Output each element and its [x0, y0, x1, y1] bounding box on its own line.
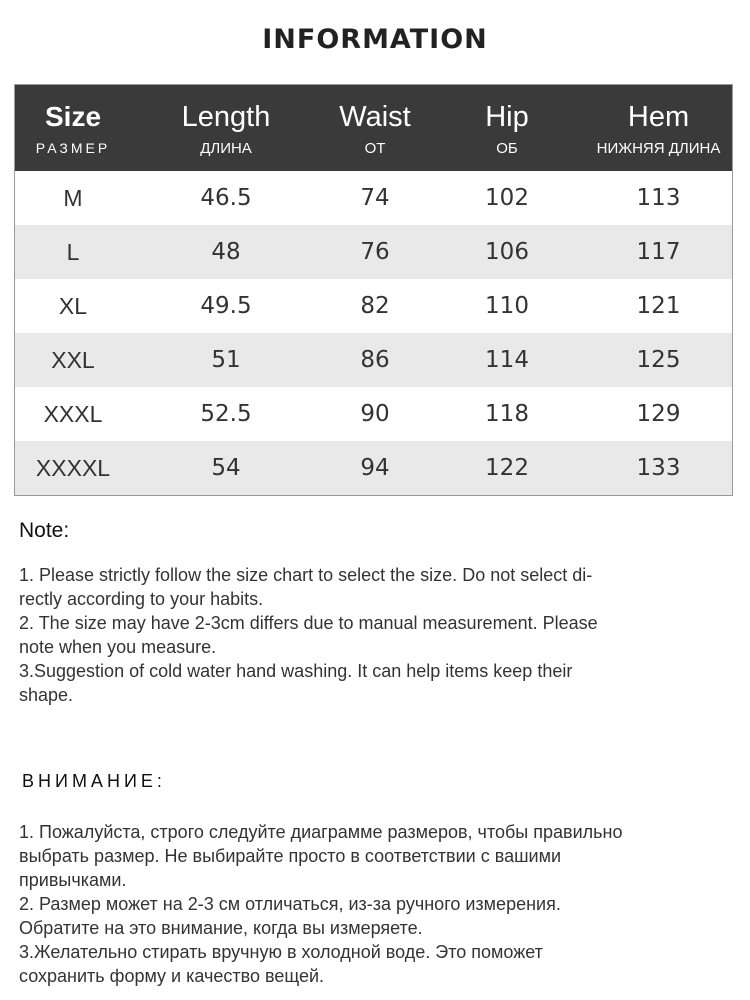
cell-hip: 122	[485, 455, 529, 481]
cell-hip: 114	[485, 347, 529, 373]
note-ru-line: 2. Размер может на 2-3 см отличаться, из-за ручного измерения.	[19, 894, 561, 914]
note-ru-line: 3.Желательно стирать вручную в холодной воде. Это поможет	[19, 942, 543, 962]
cell-length: 51	[211, 347, 241, 373]
cell-length: 48	[211, 239, 241, 265]
cell-waist: 90	[360, 401, 390, 427]
cell-waist: 82	[360, 293, 390, 319]
note-ru-line: 1. Пожалуйста, строго следуйте диаграмме размеров, чтобы правильно	[19, 822, 623, 842]
note-en-line: shape.	[19, 685, 74, 705]
cell-length: 54	[211, 455, 241, 481]
header-length-en: Length	[181, 100, 271, 133]
header-hip	[429, 85, 585, 171]
table-row	[15, 279, 732, 333]
header-size-en: Size	[44, 101, 102, 132]
note-en-line: 1. Please strictly follow the size chart to select the size. Do not select di-	[19, 565, 593, 585]
cell-hem: 129	[636, 401, 681, 427]
header-length-ru: ДЛИНА	[200, 139, 252, 157]
note-en-heading: Note:	[19, 519, 70, 542]
header-hip-en: Hip	[485, 100, 529, 133]
cell-hem: 113	[636, 185, 681, 211]
cell-hip: 106	[485, 239, 529, 265]
cell-hip: 110	[485, 293, 529, 319]
header-hem-ru: НИЖНЯЯ ДЛИНА	[596, 139, 721, 157]
note-en-section	[19, 519, 719, 707]
note-ru-line: привычками.	[19, 870, 127, 890]
cell-waist: 76	[360, 239, 390, 265]
table-row	[15, 387, 732, 441]
note-en-line: 3.Suggestion of cold water hand washing. It can help items keep their	[19, 661, 573, 681]
cell-hem: 121	[636, 293, 681, 319]
header-length	[131, 85, 321, 171]
note-en-line: 2. The size may have 2-3cm differs due to manual measurement. Please	[19, 613, 598, 633]
note-ru-section	[22, 771, 722, 792]
cell-size: M	[63, 184, 83, 211]
cell-size: XL	[58, 292, 88, 319]
cell-size: XXL	[51, 346, 95, 373]
table-row	[15, 333, 732, 387]
cell-length: 52.5	[200, 401, 252, 427]
note-en-line: rectly according to your habits.	[19, 589, 264, 609]
header-hem	[585, 85, 732, 171]
note-ru-line: Обратите на это внимание, когда вы измеряете.	[19, 918, 423, 938]
header-size	[15, 85, 131, 171]
header-hem-en: Hem	[627, 100, 690, 133]
cell-size: XXXL	[43, 400, 103, 427]
note-ru-body	[19, 820, 719, 988]
note-ru-heading: ВНИМАНИЕ:	[22, 771, 166, 791]
table-header	[15, 85, 732, 171]
cell-hem: 117	[636, 239, 681, 265]
cell-size: L	[66, 238, 80, 265]
table-row	[15, 441, 732, 495]
cell-hem: 133	[636, 455, 681, 481]
cell-waist: 74	[360, 185, 390, 211]
page-title: INFORMATION	[262, 24, 488, 55]
cell-size: XXXXL	[35, 454, 111, 481]
cell-hip: 118	[485, 401, 529, 427]
cell-hip: 102	[485, 185, 529, 211]
cell-waist: 86	[360, 347, 390, 373]
cell-hem: 125	[636, 347, 681, 373]
header-size-ru: РАЗМЕР	[35, 140, 111, 156]
table-row	[15, 225, 732, 279]
header-waist	[321, 85, 429, 171]
note-ru-line: выбрать размер. Не выбирайте просто в соответствии с вашими	[19, 846, 562, 866]
note-en-line: note when you measure.	[19, 637, 217, 657]
cell-waist: 94	[360, 455, 390, 481]
table-row	[15, 171, 732, 225]
cell-length: 46.5	[200, 185, 252, 211]
note-ru-line: сохранить форму и качество вещей.	[19, 966, 325, 986]
size-table	[14, 84, 733, 496]
header-waist-ru: ОТ	[364, 139, 386, 157]
header-waist-en: Waist	[339, 100, 411, 133]
cell-length: 49.5	[200, 293, 252, 319]
header-hip-ru: ОБ	[496, 139, 518, 157]
